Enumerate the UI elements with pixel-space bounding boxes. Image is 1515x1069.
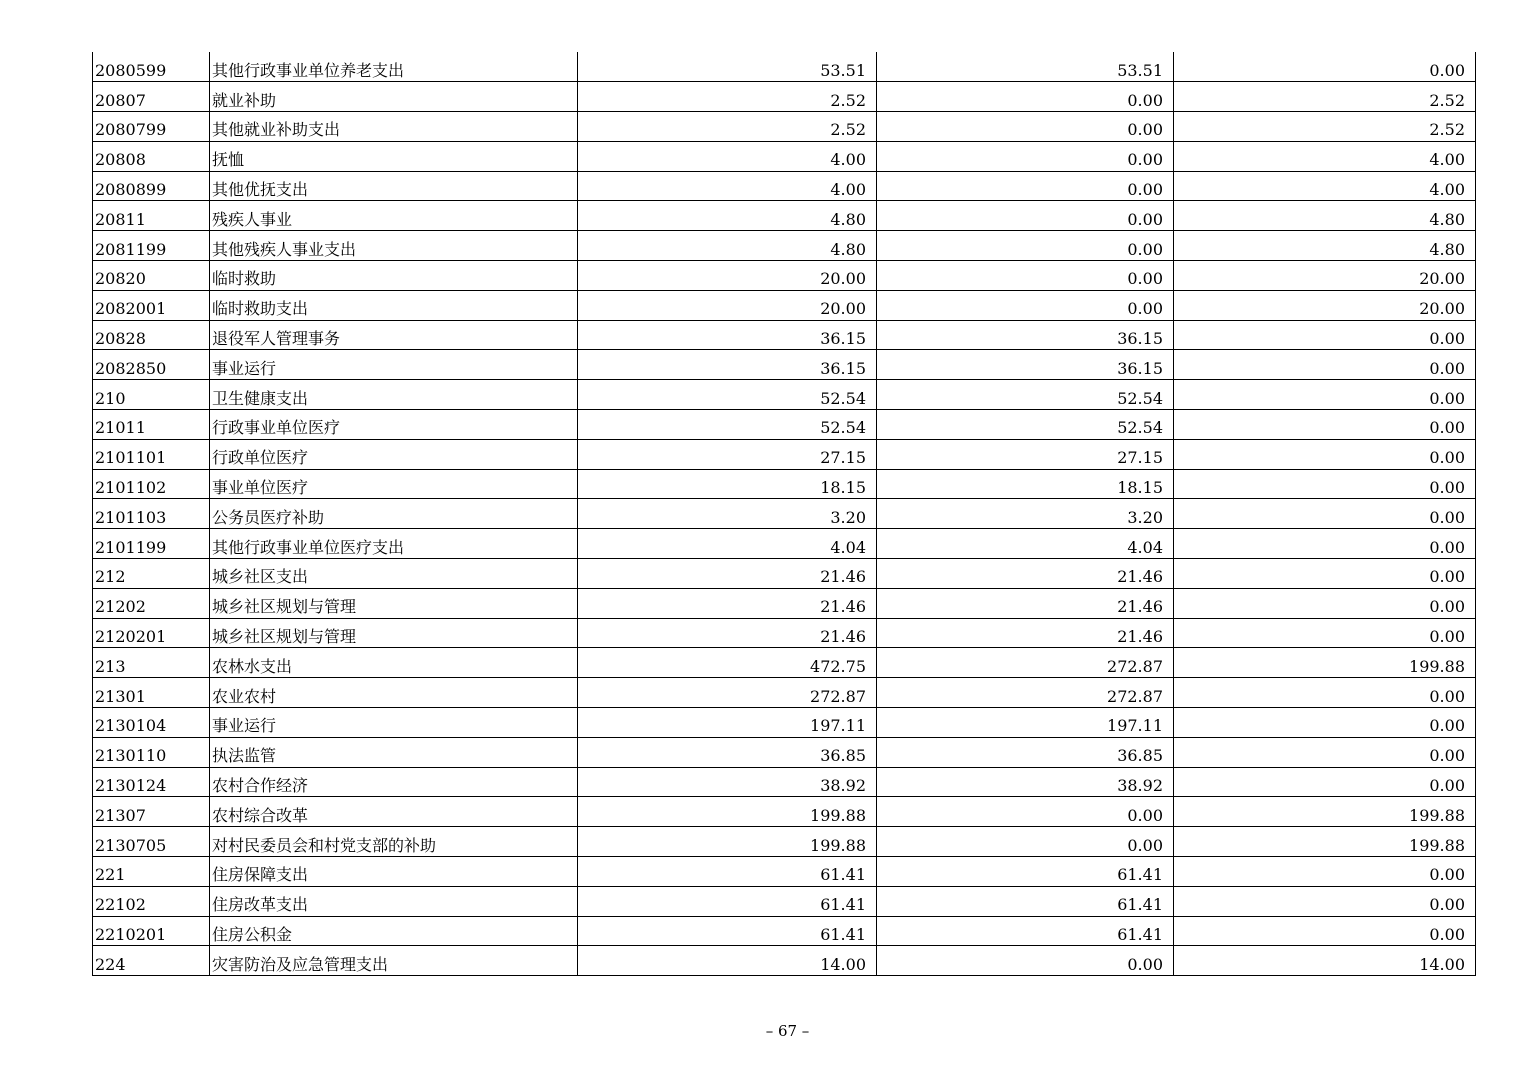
table-row <box>93 737 1476 767</box>
subject-code-cell: 2080899 <box>93 171 210 201</box>
table-row <box>93 588 1476 618</box>
subject-name-cell: 住房保障支出 <box>210 857 578 887</box>
subject-name-cell: 其他行政事业单位养老支出 <box>210 52 578 82</box>
basic-expenditure-cell: 61.41 <box>877 916 1174 946</box>
subject-name-cell: 农村综合改革 <box>210 797 578 827</box>
subject-name-cell: 其他就业补助支出 <box>210 112 578 142</box>
subject-code-cell: 21301 <box>93 678 210 708</box>
subject-name-cell: 事业运行 <box>210 708 578 738</box>
subject-name-cell: 事业运行 <box>210 350 578 380</box>
subject-code-cell: 2130104 <box>93 708 210 738</box>
subject-code-cell: 2082850 <box>93 350 210 380</box>
project-expenditure-cell: 0.00 <box>1174 380 1476 410</box>
project-expenditure-cell: 0.00 <box>1174 767 1476 797</box>
table-row <box>93 886 1476 916</box>
basic-expenditure-cell: 0.00 <box>877 231 1174 261</box>
basic-expenditure-cell: 36.85 <box>877 737 1174 767</box>
page-number: – 67 – <box>765 1022 810 1040</box>
subject-code-cell: 212 <box>93 559 210 589</box>
basic-expenditure-cell: 21.46 <box>877 588 1174 618</box>
total-amount-cell: 20.00 <box>578 290 877 320</box>
subject-code-cell: 2080599 <box>93 52 210 82</box>
total-amount-cell: 61.41 <box>578 857 877 887</box>
subject-name-cell: 行政单位医疗 <box>210 439 578 469</box>
project-expenditure-cell: 0.00 <box>1174 737 1476 767</box>
basic-expenditure-cell: 36.15 <box>877 320 1174 350</box>
subject-code-cell: 21307 <box>93 797 210 827</box>
project-expenditure-cell: 0.00 <box>1174 410 1476 440</box>
table-row <box>93 201 1476 231</box>
total-amount-cell: 53.51 <box>578 52 877 82</box>
project-expenditure-cell: 20.00 <box>1174 261 1476 291</box>
project-expenditure-cell: 0.00 <box>1174 916 1476 946</box>
subject-name-cell: 临时救助 <box>210 261 578 291</box>
subject-code-cell: 20811 <box>93 201 210 231</box>
project-expenditure-cell: 20.00 <box>1174 290 1476 320</box>
project-expenditure-cell: 199.88 <box>1174 797 1476 827</box>
project-expenditure-cell: 199.88 <box>1174 827 1476 857</box>
project-expenditure-cell: 4.00 <box>1174 141 1476 171</box>
total-amount-cell: 3.20 <box>578 499 877 529</box>
subject-code-cell: 2101103 <box>93 499 210 529</box>
subject-code-cell: 2081199 <box>93 231 210 261</box>
subject-code-cell: 21202 <box>93 588 210 618</box>
subject-code-cell: 2080799 <box>93 112 210 142</box>
total-amount-cell: 2.52 <box>578 112 877 142</box>
basic-expenditure-cell: 197.11 <box>877 708 1174 738</box>
project-expenditure-cell: 0.00 <box>1174 499 1476 529</box>
total-amount-cell: 61.41 <box>578 916 877 946</box>
table-row <box>93 618 1476 648</box>
subject-code-cell: 20828 <box>93 320 210 350</box>
subject-name-cell: 灾害防治及应急管理支出 <box>210 946 578 976</box>
table-body <box>93 52 1476 976</box>
subject-code-cell: 20807 <box>93 82 210 112</box>
subject-name-cell: 执法监管 <box>210 737 578 767</box>
subject-code-cell: 2101101 <box>93 439 210 469</box>
table-row <box>93 767 1476 797</box>
basic-expenditure-cell: 0.00 <box>877 112 1174 142</box>
table-row <box>93 290 1476 320</box>
budget-expenditure-table <box>92 52 1476 976</box>
total-amount-cell: 36.15 <box>578 350 877 380</box>
project-expenditure-cell: 0.00 <box>1174 618 1476 648</box>
table-row <box>93 82 1476 112</box>
table-row <box>93 499 1476 529</box>
basic-expenditure-cell: 272.87 <box>877 678 1174 708</box>
basic-expenditure-cell: 27.15 <box>877 439 1174 469</box>
table-row <box>93 857 1476 887</box>
subject-code-cell: 221 <box>93 857 210 887</box>
project-expenditure-cell: 0.00 <box>1174 52 1476 82</box>
total-amount-cell: 4.00 <box>578 141 877 171</box>
project-expenditure-cell: 0.00 <box>1174 439 1476 469</box>
table-row <box>93 797 1476 827</box>
basic-expenditure-cell: 38.92 <box>877 767 1174 797</box>
total-amount-cell: 197.11 <box>578 708 877 738</box>
table-row <box>93 439 1476 469</box>
basic-expenditure-cell: 0.00 <box>877 797 1174 827</box>
basic-expenditure-cell: 0.00 <box>877 141 1174 171</box>
table-row <box>93 916 1476 946</box>
project-expenditure-cell: 4.00 <box>1174 171 1476 201</box>
basic-expenditure-cell: 52.54 <box>877 410 1174 440</box>
subject-name-cell: 临时救助支出 <box>210 290 578 320</box>
subject-code-cell: 2210201 <box>93 916 210 946</box>
total-amount-cell: 36.85 <box>578 737 877 767</box>
total-amount-cell: 38.92 <box>578 767 877 797</box>
table-row <box>93 946 1476 976</box>
total-amount-cell: 4.04 <box>578 529 877 559</box>
project-expenditure-cell: 0.00 <box>1174 708 1476 738</box>
subject-code-cell: 2120201 <box>93 618 210 648</box>
basic-expenditure-cell: 0.00 <box>877 201 1174 231</box>
table-row <box>93 648 1476 678</box>
project-expenditure-cell: 2.52 <box>1174 112 1476 142</box>
project-expenditure-cell: 0.00 <box>1174 350 1476 380</box>
table-row <box>93 261 1476 291</box>
subject-code-cell: 21011 <box>93 410 210 440</box>
subject-name-cell: 公务员医疗补助 <box>210 499 578 529</box>
total-amount-cell: 52.54 <box>578 410 877 440</box>
subject-name-cell: 抚恤 <box>210 141 578 171</box>
basic-expenditure-cell: 272.87 <box>877 648 1174 678</box>
table-row <box>93 410 1476 440</box>
subject-code-cell: 20808 <box>93 141 210 171</box>
total-amount-cell: 27.15 <box>578 439 877 469</box>
subject-code-cell: 2082001 <box>93 290 210 320</box>
basic-expenditure-cell: 36.15 <box>877 350 1174 380</box>
total-amount-cell: 21.46 <box>578 618 877 648</box>
table-row <box>93 171 1476 201</box>
project-expenditure-cell: 0.00 <box>1174 678 1476 708</box>
project-expenditure-cell: 14.00 <box>1174 946 1476 976</box>
total-amount-cell: 21.46 <box>578 588 877 618</box>
total-amount-cell: 4.80 <box>578 201 877 231</box>
table-row <box>93 559 1476 589</box>
subject-name-cell: 其他行政事业单位医疗支出 <box>210 529 578 559</box>
subject-name-cell: 事业单位医疗 <box>210 469 578 499</box>
subject-code-cell: 22102 <box>93 886 210 916</box>
table-row <box>93 708 1476 738</box>
table-row <box>93 112 1476 142</box>
project-expenditure-cell: 0.00 <box>1174 886 1476 916</box>
subject-code-cell: 2130110 <box>93 737 210 767</box>
table-row <box>93 827 1476 857</box>
table-row <box>93 529 1476 559</box>
subject-code-cell: 213 <box>93 648 210 678</box>
subject-name-cell: 就业补助 <box>210 82 578 112</box>
project-expenditure-cell: 2.52 <box>1174 82 1476 112</box>
basic-expenditure-cell: 21.46 <box>877 559 1174 589</box>
subject-name-cell: 农业农村 <box>210 678 578 708</box>
subject-name-cell: 残疾人事业 <box>210 201 578 231</box>
subject-name-cell: 其他残疾人事业支出 <box>210 231 578 261</box>
total-amount-cell: 36.15 <box>578 320 877 350</box>
project-expenditure-cell: 4.80 <box>1174 201 1476 231</box>
table-row <box>93 350 1476 380</box>
subject-name-cell: 城乡社区规划与管理 <box>210 618 578 648</box>
total-amount-cell: 4.00 <box>578 171 877 201</box>
total-amount-cell: 18.15 <box>578 469 877 499</box>
basic-expenditure-cell: 52.54 <box>877 380 1174 410</box>
table-row <box>93 320 1476 350</box>
subject-name-cell: 退役军人管理事务 <box>210 320 578 350</box>
table-row <box>93 678 1476 708</box>
table-row <box>93 469 1476 499</box>
total-amount-cell: 52.54 <box>578 380 877 410</box>
subject-code-cell: 2130124 <box>93 767 210 797</box>
subject-name-cell: 农林水支出 <box>210 648 578 678</box>
total-amount-cell: 21.46 <box>578 559 877 589</box>
project-expenditure-cell: 0.00 <box>1174 857 1476 887</box>
project-expenditure-cell: 4.80 <box>1174 231 1476 261</box>
subject-code-cell: 224 <box>93 946 210 976</box>
subject-name-cell: 行政事业单位医疗 <box>210 410 578 440</box>
basic-expenditure-cell: 21.46 <box>877 618 1174 648</box>
subject-code-cell: 2130705 <box>93 827 210 857</box>
project-expenditure-cell: 0.00 <box>1174 529 1476 559</box>
basic-expenditure-cell: 4.04 <box>877 529 1174 559</box>
basic-expenditure-cell: 0.00 <box>877 82 1174 112</box>
total-amount-cell: 199.88 <box>578 797 877 827</box>
subject-name-cell: 城乡社区规划与管理 <box>210 588 578 618</box>
basic-expenditure-cell: 18.15 <box>877 469 1174 499</box>
subject-code-cell: 2101102 <box>93 469 210 499</box>
subject-code-cell: 210 <box>93 380 210 410</box>
basic-expenditure-cell: 3.20 <box>877 499 1174 529</box>
project-expenditure-cell: 0.00 <box>1174 469 1476 499</box>
project-expenditure-cell: 0.00 <box>1174 559 1476 589</box>
subject-code-cell: 20820 <box>93 261 210 291</box>
total-amount-cell: 4.80 <box>578 231 877 261</box>
total-amount-cell: 472.75 <box>578 648 877 678</box>
subject-name-cell: 对村民委员会和村党支部的补助 <box>210 827 578 857</box>
basic-expenditure-cell: 0.00 <box>877 946 1174 976</box>
basic-expenditure-cell: 61.41 <box>877 857 1174 887</box>
table-row <box>93 380 1476 410</box>
total-amount-cell: 272.87 <box>578 678 877 708</box>
total-amount-cell: 199.88 <box>578 827 877 857</box>
total-amount-cell: 2.52 <box>578 82 877 112</box>
subject-code-cell: 2101199 <box>93 529 210 559</box>
basic-expenditure-cell: 0.00 <box>877 827 1174 857</box>
subject-name-cell: 其他优抚支出 <box>210 171 578 201</box>
total-amount-cell: 14.00 <box>578 946 877 976</box>
project-expenditure-cell: 0.00 <box>1174 588 1476 618</box>
basic-expenditure-cell: 0.00 <box>877 171 1174 201</box>
basic-expenditure-cell: 0.00 <box>877 261 1174 291</box>
table-row <box>93 231 1476 261</box>
project-expenditure-cell: 0.00 <box>1174 320 1476 350</box>
table-row <box>93 141 1476 171</box>
basic-expenditure-cell: 61.41 <box>877 886 1174 916</box>
table-row <box>93 52 1476 82</box>
project-expenditure-cell: 199.88 <box>1174 648 1476 678</box>
subject-name-cell: 住房改革支出 <box>210 886 578 916</box>
subject-name-cell: 城乡社区支出 <box>210 559 578 589</box>
basic-expenditure-cell: 0.00 <box>877 290 1174 320</box>
subject-name-cell: 卫生健康支出 <box>210 380 578 410</box>
subject-name-cell: 住房公积金 <box>210 916 578 946</box>
total-amount-cell: 20.00 <box>578 261 877 291</box>
subject-name-cell: 农村合作经济 <box>210 767 578 797</box>
total-amount-cell: 61.41 <box>578 886 877 916</box>
basic-expenditure-cell: 53.51 <box>877 52 1174 82</box>
